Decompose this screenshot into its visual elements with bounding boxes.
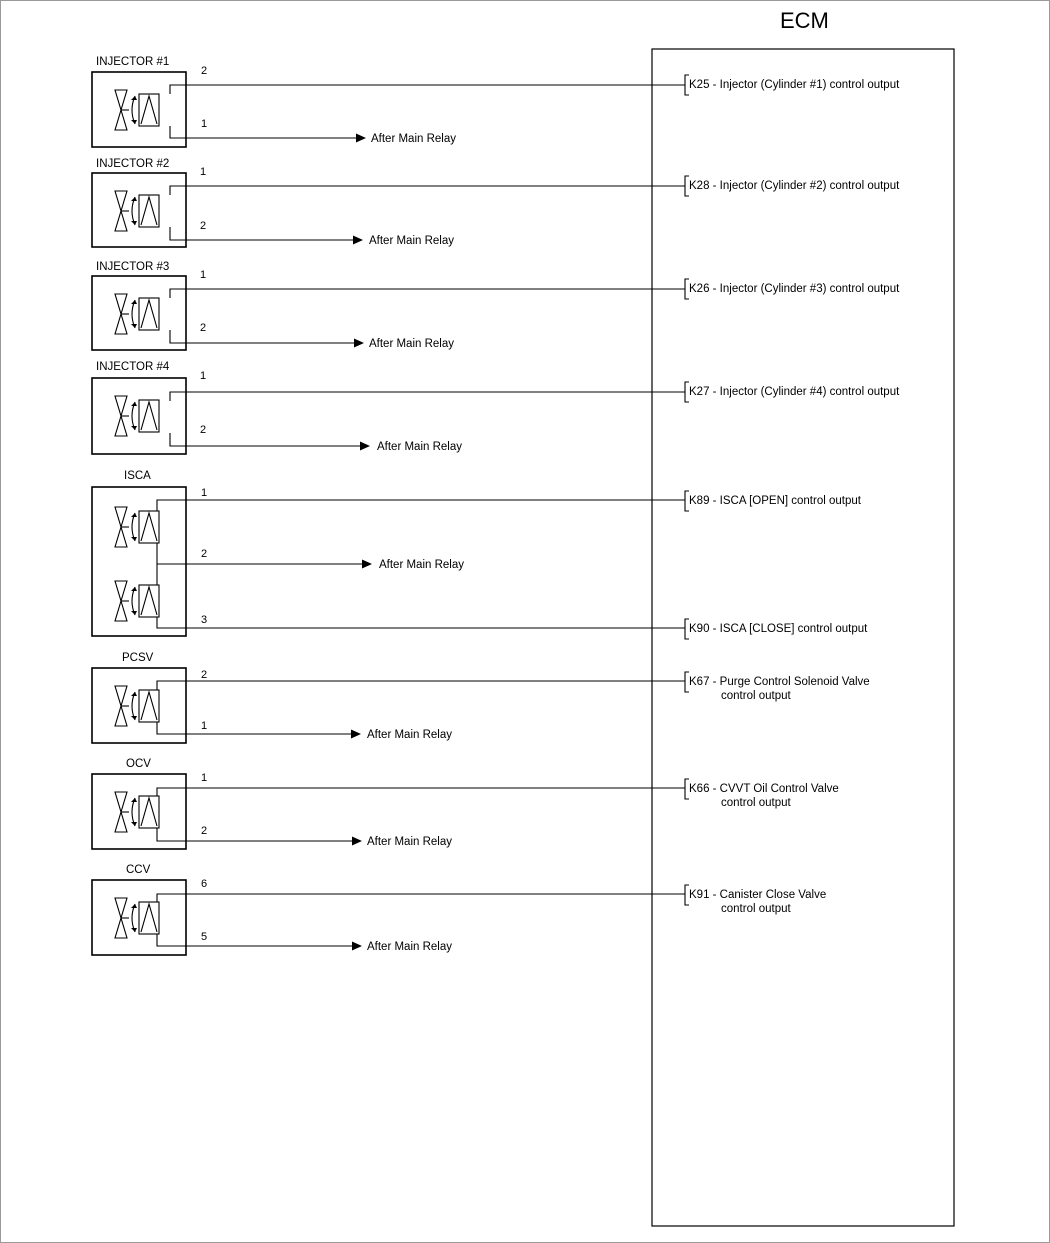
injector-1-relay-label: After Main Relay bbox=[371, 133, 457, 145]
injector-4-valve-icon bbox=[115, 396, 159, 436]
injector-3-terminal-label: K26 - Injector (Cylinder #3) control output bbox=[689, 283, 900, 295]
ccv-ecm-pin: 6 bbox=[201, 878, 208, 890]
injector-3-valve-icon bbox=[115, 294, 159, 334]
injector-1-terminal-label: K25 - Injector (Cylinder #1) control output bbox=[689, 79, 900, 91]
ecm-title: ECM bbox=[780, 8, 829, 33]
injector-2-group bbox=[92, 158, 900, 247]
injector-1-valve-icon bbox=[115, 90, 159, 130]
injector-4-ecm-pin: 1 bbox=[200, 370, 207, 382]
injector-4-terminal-label: K27 - Injector (Cylinder #4) control output bbox=[689, 386, 900, 398]
injector-2-title: INJECTOR #2 bbox=[96, 158, 170, 170]
injector-3-ecm-wire bbox=[170, 289, 685, 298]
ocv-title: OCV bbox=[126, 758, 151, 770]
ocv-arrow-icon bbox=[352, 837, 362, 846]
injector-1-title: INJECTOR #1 bbox=[96, 56, 170, 68]
ccv-arrow-icon bbox=[352, 942, 362, 951]
injector-4-ecm-wire bbox=[170, 392, 685, 401]
ecm-box bbox=[652, 49, 954, 1226]
injector-2-valve-icon bbox=[115, 191, 159, 231]
ocv-group bbox=[92, 758, 839, 849]
injector-1-group bbox=[92, 56, 900, 147]
ocv-ecm-pin: 1 bbox=[201, 772, 208, 784]
isca-close-valve-icon bbox=[115, 581, 159, 621]
injector-2-relay-label: After Main Relay bbox=[369, 235, 455, 247]
injector-2-arrow-icon bbox=[353, 236, 363, 245]
pcsv-valve-icon bbox=[115, 686, 159, 726]
ccv-terminal-label: K91 - Canister Close Valve bbox=[689, 889, 827, 901]
isca-title: ISCA bbox=[124, 470, 151, 482]
injector-4-group bbox=[92, 361, 900, 454]
ccv-terminal-label-line2: control output bbox=[721, 903, 791, 915]
injector-2-relay-wire bbox=[170, 227, 353, 240]
pcsv-terminal-label-line2: control output bbox=[721, 690, 791, 702]
isca-close-terminal-label: K90 - ISCA [CLOSE] control output bbox=[689, 623, 868, 635]
injector-1-ecm-wire bbox=[170, 85, 685, 94]
ocv-relay-label: After Main Relay bbox=[367, 836, 453, 848]
isca-open-pin: 1 bbox=[201, 487, 208, 499]
isca-relay-label: After Main Relay bbox=[379, 559, 465, 571]
injector-3-relay-wire bbox=[170, 330, 354, 343]
injector-2-ecm-wire bbox=[170, 186, 685, 195]
pcsv-relay-pin: 1 bbox=[201, 720, 208, 732]
isca-open-valve-icon bbox=[115, 507, 159, 547]
pcsv-arrow-icon bbox=[351, 730, 361, 739]
isca-group bbox=[92, 470, 868, 639]
injector-2-relay-pin: 2 bbox=[200, 220, 207, 232]
injector-4-relay-label: After Main Relay bbox=[377, 441, 463, 453]
injector-3-relay-label: After Main Relay bbox=[369, 338, 455, 350]
pcsv-terminal-label: K67 - Purge Control Solenoid Valve bbox=[689, 676, 870, 688]
isca-arrow-icon bbox=[362, 560, 372, 569]
ocv-terminal-label: K66 - CVVT Oil Control Valve bbox=[689, 783, 839, 795]
ccv-valve-icon bbox=[115, 898, 159, 938]
pcsv-title: PCSV bbox=[122, 652, 154, 664]
pcsv-ecm-wire bbox=[157, 681, 685, 690]
injector-3-ecm-pin: 1 bbox=[200, 269, 207, 281]
injector-1-relay-wire bbox=[170, 126, 356, 138]
injector-4-relay-wire bbox=[170, 433, 360, 446]
isca-open-wire bbox=[157, 500, 685, 511]
injector-3-relay-pin: 2 bbox=[200, 322, 207, 334]
injector-1-arrow-icon bbox=[356, 134, 366, 143]
isca-relay-pin: 2 bbox=[201, 548, 208, 560]
injector-4-title: INJECTOR #4 bbox=[96, 361, 170, 373]
injector-1-relay-pin: 1 bbox=[201, 118, 208, 130]
injector-1-ecm-pin: 2 bbox=[201, 65, 208, 77]
ccv-relay-label: After Main Relay bbox=[367, 941, 453, 953]
injector-4-arrow-icon bbox=[360, 442, 370, 451]
ocv-valve-icon bbox=[115, 792, 159, 832]
isca-close-wire bbox=[157, 617, 685, 628]
ccv-group bbox=[92, 864, 826, 955]
injector-3-arrow-icon bbox=[354, 339, 364, 348]
injector-2-ecm-pin: 1 bbox=[200, 166, 207, 178]
injector-4-relay-pin: 2 bbox=[200, 424, 207, 436]
ocv-relay-pin: 2 bbox=[201, 825, 208, 837]
injector-2-terminal-label: K28 - Injector (Cylinder #2) control output bbox=[689, 180, 900, 192]
isca-close-pin: 3 bbox=[201, 614, 208, 626]
ocv-terminal-label-line2: control output bbox=[721, 797, 791, 809]
ocv-ecm-wire bbox=[157, 788, 685, 796]
ccv-title: CCV bbox=[126, 864, 151, 876]
isca-open-terminal-label: K89 - ISCA [OPEN] control output bbox=[689, 495, 861, 507]
pcsv-group bbox=[92, 652, 870, 743]
injector-3-title: INJECTOR #3 bbox=[96, 261, 170, 273]
pcsv-relay-label: After Main Relay bbox=[367, 729, 453, 741]
ccv-relay-pin: 5 bbox=[201, 931, 208, 943]
ccv-ecm-wire bbox=[157, 894, 685, 902]
pcsv-ecm-pin: 2 bbox=[201, 669, 208, 681]
injector-3-group bbox=[92, 261, 900, 350]
